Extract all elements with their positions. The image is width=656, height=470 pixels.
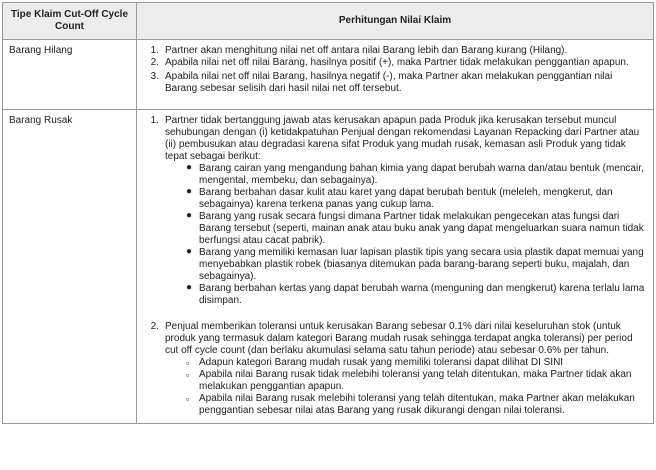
header-claim-calculation: Perhitungan Nilai Klaim: [137, 3, 654, 40]
table-row: [3, 40, 654, 110]
bullet-icon: ●: [186, 246, 193, 257]
claim-calculation-cell: [137, 40, 654, 110]
claim-type-cell: Barang Rusak: [3, 110, 137, 424]
list-item: 2. Penjual memberikan toleransi untuk kerusakan Barang sebesar 0.1% dari nilai keseluruhan stok (untuk produk yang termasuk dalam kategori Barang mudah rusak sehingga terdapat angka toleransi) per period cut off cycle count (dan berlaku akumulasi selama satu tahun periode) atau sebesar 0.6% per tahun.: [150, 321, 633, 356]
claim-type-cell: Barang Hilang: [3, 40, 137, 110]
claim-calculation-cell: [137, 110, 654, 424]
bullet-item: ● Barang berbahan kertas yang dapat berubah warna (menguning dan mengkerut) karena terlalu lama disimpan.: [186, 282, 645, 306]
bullet-icon: ●: [186, 282, 193, 293]
sub-item: ▫ Adapun kategori Barang mudah rusak yang memiliki toleransi dapat dilihat DI SINI: [186, 357, 564, 368]
table-row: [3, 110, 654, 424]
sub-item: ▫ Apabila nilai Barang rusak tidak melebihi toleransi yang telah ditentukan, maka Partner tidak akan melakukan penggantian apapun.: [186, 369, 632, 392]
header-claim-type: Tipe Klaim Cut-Off Cycle Count: [3, 3, 137, 40]
bullet-icon: ●: [186, 162, 193, 173]
bullet-item: ● Barang cairan yang mengandung bahan kimia yang dapat berubah warna dan/atau bentuk (mencair, mengental, membeku, dan sebagainya).: [186, 162, 644, 186]
square-bullet-icon: ▫: [186, 370, 190, 380]
square-bullet-icon: ▫: [186, 394, 190, 404]
list-item: 3. Apabila nilai net off nilai Barang, hasilnya negatif (-), maka Partner akan melakukan penggantian nilai Barang sebesar selisih dari hasil nilai net off tersebut.: [150, 71, 613, 94]
bullet-icon: ●: [186, 186, 193, 197]
bullet-icon: ●: [186, 210, 193, 221]
bullet-item: ● Barang yang memiliki kemasan luar lapisan plastik tipis yang secara usia plastik dapat memuai yang menyebabkan plastik robek (biasanya ditemukan pada barang-barang seperti buku, majalah, dan sebagainya).: [186, 246, 644, 282]
table-header-row: [3, 3, 654, 40]
list-item: 2. Apabila nilai net off nilai Barang, hasilnya positif (+), maka Partner tidak melakukan penggantian apapun.: [150, 57, 629, 68]
list-item: 1. Partner akan menghitung nilai net off antara nilai Barang lebih dan Barang kurang (Hilang).: [150, 45, 568, 56]
sub-item: ▫ Apabila nilai Barang rusak melebihi toleransi yang telah ditentukan, maka Partner akan melakukan penggantian sebesar nilai atas Barang yang rusak dikurangi dengan nilai toleransi.: [186, 393, 635, 416]
square-bullet-icon: ▫: [186, 358, 190, 368]
bullet-item: ● Barang berbahan dasar kulit atau karet yang dapat berubah bentuk (meleleh, mengkerut, dan sebagainya) karena terkena panas yang cukup lama.: [186, 186, 613, 210]
list-item: 1. Partner tidak bertanggung jawab atas kerusakan apapun pada Produk jika kerusakan tersebut muncul sehubungan dengan (i) ketidakpatuhan Penjual dengan rekomendasi Layanan Repacking dari Partner atau (ii) pembusukan atau degradasi karena sifat Produk yang mudah rusak, kemasan asli Produk yang tidak tepat sebagai berikut:: [150, 115, 640, 162]
claim-table: [2, 2, 654, 424]
bullet-item: ● Barang yang rusak secara fungsi dimana Partner tidak melakukan pengecekan atas fungsi dari Barang tersebut (seperti, mainan anak atau buku anak yang dapat mengeluarkan suara namun tidak berfungsi atau cacat pabrik).: [186, 210, 644, 246]
